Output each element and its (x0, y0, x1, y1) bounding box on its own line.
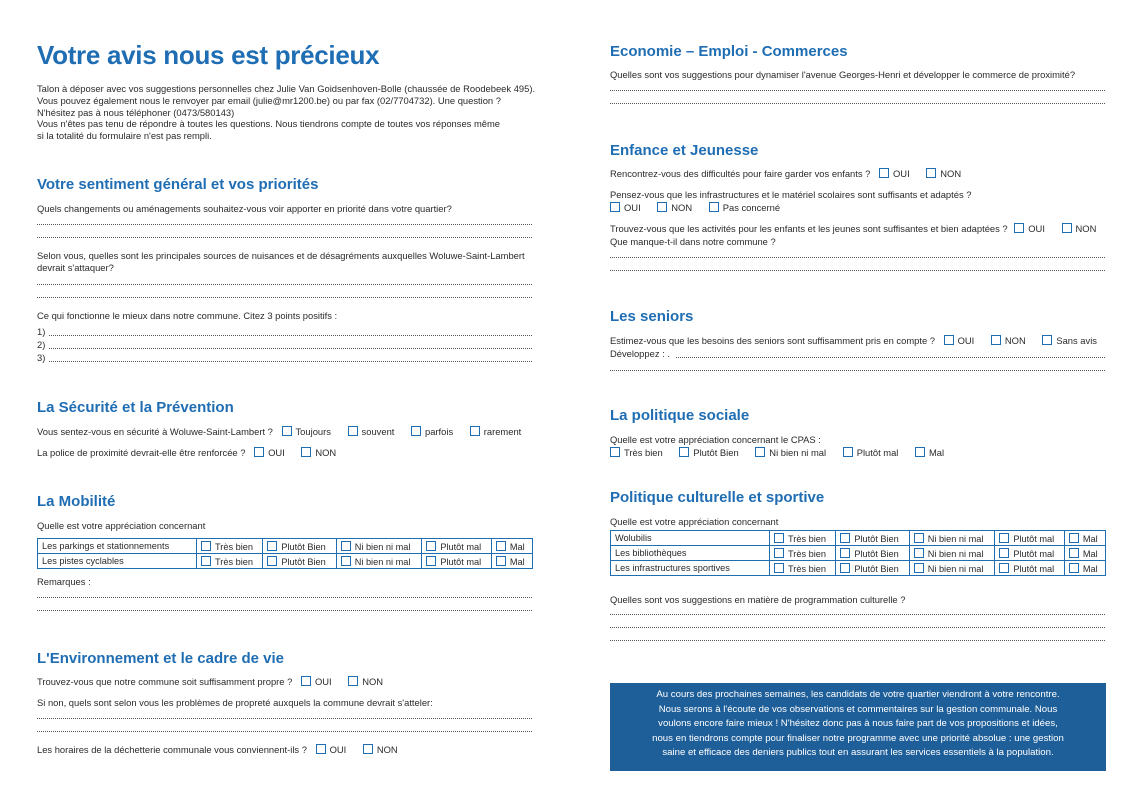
option-label: Très bien (788, 563, 826, 574)
option-cell[interactable] (336, 539, 422, 554)
question-nuisances: Selon vous, quelles sont les principales sources de nuisances et de désagréments auxquelles Woluwe-Saint-Lambert devrait s'attaquer? (37, 250, 525, 273)
question-mobility-intro: Quelle est votre appréciation concernant (37, 520, 206, 531)
checkbox[interactable] (254, 447, 264, 457)
answer-line[interactable] (37, 718, 532, 719)
option-cell[interactable] (836, 531, 909, 546)
option-label: Mal (509, 556, 525, 567)
question-priorities: Quels changements ou aménagements souhaitez-vous voir apporter en priorité dans votre quartier? (37, 203, 452, 214)
row-label: Les parkings et stationnements (38, 539, 197, 554)
option-cell[interactable] (491, 554, 532, 569)
checkbox[interactable] (348, 426, 358, 436)
checkbox[interactable] (755, 447, 765, 457)
option-cell[interactable] (336, 554, 422, 569)
checkbox[interactable] (1069, 533, 1079, 543)
option-cell[interactable] (909, 531, 995, 546)
question-dechetterie (37, 744, 398, 756)
option-label: Très bien (215, 541, 253, 552)
question-text: Les horaires de la déchetterie communale vous conviennent-ils ? (37, 744, 307, 755)
option-label: Ni bien ni mal (927, 563, 984, 574)
question-text: Vous sentez-vous en sécurité à Woluwe-Saint-Lambert ? (37, 426, 273, 437)
row-label: Les bibliothèques (611, 546, 770, 561)
cpas-options (610, 447, 944, 459)
row-label: Les infrastructures sportives (611, 561, 770, 576)
option-label: Plutôt mal (440, 556, 482, 567)
question-seniors (610, 335, 1097, 347)
option-label: Plutôt Bien (854, 548, 899, 559)
question-text: Rencontrez-vous des difficultés pour faire garder vos enfants ? (610, 168, 871, 179)
option-label: OUI (314, 676, 332, 687)
checkbox[interactable] (914, 548, 924, 558)
option-cell[interactable] (770, 546, 836, 561)
option-label: OUI (957, 335, 975, 346)
option-label: rarement (483, 426, 522, 437)
option-label: NON (671, 202, 693, 213)
checkbox[interactable] (914, 533, 924, 543)
option-cell[interactable] (1064, 531, 1105, 546)
info-line: voulons encore faire mieux ! N'hésitez donc pas à nous faire part de vos propositions et idées, (658, 718, 1058, 730)
intro-line: Talon à déposer avec vos suggestions personnelles chez Julie Van Goidsenhoven-Bolle (chaussée de Roodebeek 495). (37, 83, 536, 94)
checkbox[interactable] (610, 447, 620, 457)
info-line: saine et efficace des deniers publics tout en assurant les services essentiels à la population. (662, 747, 1054, 759)
info-box (610, 683, 1106, 771)
option-label: Très bien (788, 533, 826, 544)
checkbox[interactable] (348, 676, 358, 686)
intro-line: Vous n'êtes pas tenu de répondre à toutes les questions. Nous tiendrons compte de toutes vos réponses même (37, 118, 501, 130)
option-label: Ni bien ni mal (354, 556, 411, 567)
checkbox[interactable] (496, 556, 506, 566)
answer-line[interactable] (610, 614, 1105, 615)
option-cell[interactable] (263, 554, 336, 569)
answer-line[interactable] (49, 335, 532, 336)
section-title-securite: La Sécurité et la Prévention (37, 399, 234, 416)
checkbox[interactable] (944, 335, 954, 345)
intro-text (37, 83, 537, 142)
intro-line: N'hésitez pas à nous téléphoner (0473/580143) (37, 106, 235, 118)
option-label: Très bien (215, 556, 253, 567)
option-label: Mal (1082, 548, 1098, 559)
option-label: Mal (1082, 563, 1098, 574)
question-missing: Que manque-t-il dans notre commune ? (610, 236, 776, 247)
intro-line: Vous pouvez également nous le renvoyer par email (julie@mr1200.be) ou par fax (02/7704732). Une question ? (37, 94, 501, 106)
option-label: parfois (425, 426, 454, 437)
option-label: Ni bien ni mal (354, 541, 411, 552)
info-line: Au cours des prochaines semaines, les candidats de votre quartier viendront à votre rencontre. (656, 689, 1060, 700)
question-cleanliness-problems: Si non, quels sont selon vous les problèmes de propreté auxquels la commune devrait s'atteler: (37, 697, 433, 708)
checkbox[interactable] (341, 556, 351, 566)
option-label: Ni bien ni mal (927, 548, 984, 559)
option-cell[interactable] (422, 539, 491, 554)
option-label: OUI (624, 202, 641, 213)
section-title-seniors: Les seniors (610, 308, 694, 325)
option-label: Plutôt mal (1013, 548, 1055, 559)
answer-line[interactable] (37, 284, 532, 285)
checkbox[interactable] (267, 541, 277, 551)
mobility-table (37, 538, 533, 569)
option-label: Plutôt mal (1013, 563, 1055, 574)
checkbox[interactable] (411, 426, 421, 436)
section-title-sociale: La politique sociale (610, 407, 750, 424)
checkbox[interactable] (774, 548, 784, 558)
page-title: Votre avis nous est précieux (37, 40, 380, 70)
question-police (37, 447, 336, 459)
answer-line[interactable] (49, 361, 532, 362)
option-label: OUI (1028, 223, 1045, 234)
table-row (611, 561, 1106, 576)
option-label: Ni bien ni mal (769, 447, 827, 458)
answer-line[interactable] (37, 597, 532, 598)
section-title-environnement: L'Environnement et le cadre de vie (37, 650, 284, 667)
answer-line[interactable] (610, 270, 1105, 271)
checkbox[interactable] (316, 744, 326, 754)
answer-line[interactable] (37, 224, 532, 225)
option-cell[interactable] (995, 546, 1064, 561)
answer-line[interactable] (610, 640, 1105, 641)
table-row (611, 531, 1106, 546)
checkbox[interactable] (774, 563, 784, 573)
checkbox[interactable] (914, 563, 924, 573)
checkbox[interactable] (999, 563, 1009, 573)
answer-line[interactable] (37, 610, 532, 611)
option-label: Mal (929, 447, 945, 458)
option-cell[interactable] (491, 539, 532, 554)
answer-line[interactable] (610, 90, 1105, 91)
checkbox[interactable] (840, 533, 850, 543)
answer-line[interactable] (610, 627, 1105, 628)
info-line: nous en tiendrons compte pour finaliser notre programme avec une priorité absolue : une gestion (652, 732, 1064, 744)
answer-line[interactable] (37, 237, 532, 238)
option-label: Plutôt Bien (281, 541, 326, 552)
section-title-enfance: Enfance et Jeunesse (610, 142, 759, 159)
checkbox[interactable] (991, 335, 1001, 345)
checkbox[interactable] (915, 447, 925, 457)
remarks-label: Remarques : (37, 576, 91, 587)
checkbox[interactable] (999, 533, 1009, 543)
answer-line[interactable] (37, 297, 532, 298)
section-title-economie: Economie – Emploi - Commerces (610, 43, 848, 60)
option-label: Sans avis (1056, 335, 1097, 346)
answer-line[interactable] (49, 348, 532, 349)
develop-label: Développez : . (610, 348, 670, 359)
option-label: OUI (329, 744, 347, 755)
option-label: Plutôt Bien (854, 533, 899, 544)
section-title-sentiment: Votre sentiment général et vos priorités (37, 176, 319, 193)
answer-line[interactable] (610, 257, 1105, 258)
checkbox[interactable] (201, 541, 211, 551)
option-cell[interactable] (909, 546, 995, 561)
option-cell[interactable] (770, 561, 836, 576)
checkbox[interactable] (1042, 335, 1052, 345)
option-cell[interactable] (263, 539, 336, 554)
checkbox[interactable] (843, 447, 853, 457)
checkbox[interactable] (774, 533, 784, 543)
question-culture-intro: Quelle est votre appréciation concernant (610, 516, 779, 527)
checkbox[interactable] (1069, 548, 1079, 558)
checkbox[interactable] (1062, 223, 1072, 233)
checkbox[interactable] (999, 548, 1009, 558)
point-number: 1) (37, 326, 46, 337)
question-activities (610, 223, 1096, 235)
option-label: NON (376, 744, 398, 755)
question-school: Pensez-vous que les infrastructures et le matériel scolaires sont suffisants et adaptés ? (610, 189, 972, 200)
option-label: Plutôt Bien (281, 556, 326, 567)
option-cell[interactable] (836, 561, 909, 576)
option-label: Plutôt mal (856, 447, 899, 458)
checkbox[interactable] (363, 744, 373, 754)
question-commerce: Quelles sont vos suggestions pour dynamiser l'avenue Georges-Henri et développer le commerce de proximité? (610, 69, 1076, 80)
option-label: Plutôt Bien (854, 563, 899, 574)
question-positive-points: Ce qui fonctionne le mieux dans notre commune. Citez 3 points positifs : (37, 310, 338, 321)
checkbox[interactable] (426, 541, 436, 551)
option-label: Très bien (624, 447, 663, 458)
option-cell[interactable] (836, 546, 909, 561)
question-cpas: Quelle est votre appréciation concernant le CPAS : (610, 434, 821, 445)
option-label: OUI (893, 168, 910, 179)
option-label: NON (940, 168, 962, 179)
option-label: Ni bien ni mal (927, 533, 984, 544)
checkbox[interactable] (267, 556, 277, 566)
section-title-culture: Politique culturelle et sportive (610, 489, 825, 506)
option-label: Toujours (295, 426, 331, 437)
answer-line[interactable] (37, 731, 532, 732)
checkbox[interactable] (301, 447, 311, 457)
point-number: 2) (37, 339, 46, 350)
option-cell[interactable] (197, 554, 263, 569)
intro-line: si la totalité du formulaire n'est pas rempli. (37, 130, 212, 142)
option-cell[interactable] (909, 561, 995, 576)
checkbox[interactable] (926, 168, 936, 178)
row-label: Wolubilis (611, 531, 770, 546)
checkbox[interactable] (840, 563, 850, 573)
school-options (610, 202, 780, 214)
option-cell[interactable] (422, 554, 491, 569)
option-label: Plutôt Bien (693, 447, 739, 458)
question-safety (37, 426, 521, 438)
table-row (38, 539, 533, 554)
checkbox[interactable] (201, 556, 211, 566)
checkbox[interactable] (1014, 223, 1024, 233)
option-cell[interactable] (1064, 561, 1105, 576)
question-text: Estimez-vous que les besoins des seniors sont suffisamment pris en compte ? (610, 335, 935, 346)
checkbox[interactable] (341, 541, 351, 551)
checkbox[interactable] (709, 202, 719, 212)
checkbox[interactable] (879, 168, 889, 178)
question-culture-suggestions: Quelles sont vos suggestions en matière de programmation culturelle ? (610, 594, 906, 605)
option-label: Très bien (788, 548, 826, 559)
option-cell[interactable] (1064, 546, 1105, 561)
answer-line[interactable] (610, 370, 1105, 371)
question-clean (37, 676, 383, 688)
culture-table (610, 530, 1106, 576)
question-text: Trouvez-vous que notre commune soit suffisamment propre ? (37, 676, 293, 687)
option-label: souvent (361, 426, 395, 437)
question-text: La police de proximité devrait-elle être renforcée ? (37, 447, 246, 458)
checkbox[interactable] (1069, 563, 1079, 573)
option-label: Plutôt mal (440, 541, 482, 552)
option-label: NON (1075, 223, 1097, 234)
checkbox[interactable] (610, 202, 620, 212)
option-label: Mal (509, 541, 525, 552)
question-childcare (610, 168, 961, 180)
table-row (38, 554, 533, 569)
checkbox[interactable] (426, 556, 436, 566)
point-number: 3) (37, 352, 46, 363)
option-label: NON (362, 676, 384, 687)
option-cell[interactable] (995, 531, 1064, 546)
checkbox[interactable] (840, 548, 850, 558)
checkbox[interactable] (282, 426, 292, 436)
row-label: Les pistes cyclables (38, 554, 197, 569)
info-line: Nous serons à l'écoute de vos observations et commentaires sur la gestion communale. Nous (658, 703, 1058, 715)
question-text: Trouvez-vous que les activités pour les enfants et les jeunes sont suffisantes et bien adaptées ? (610, 223, 1008, 234)
option-label: OUI (268, 447, 285, 458)
checkbox[interactable] (679, 447, 689, 457)
option-cell[interactable] (770, 531, 836, 546)
checkbox[interactable] (496, 541, 506, 551)
checkbox[interactable] (657, 202, 667, 212)
option-cell[interactable] (995, 561, 1064, 576)
option-label: NON (315, 447, 337, 458)
checkbox[interactable] (470, 426, 480, 436)
option-cell[interactable] (197, 539, 263, 554)
option-label: Mal (1082, 533, 1098, 544)
checkbox[interactable] (301, 676, 311, 686)
option-label: Pas concerné (722, 202, 781, 213)
option-label: Plutôt mal (1013, 533, 1055, 544)
section-title-mobilite: La Mobilité (37, 493, 116, 510)
answer-line[interactable] (610, 103, 1105, 104)
table-row (611, 546, 1106, 561)
answer-line[interactable] (676, 357, 1105, 358)
option-label: NON (1004, 335, 1026, 346)
